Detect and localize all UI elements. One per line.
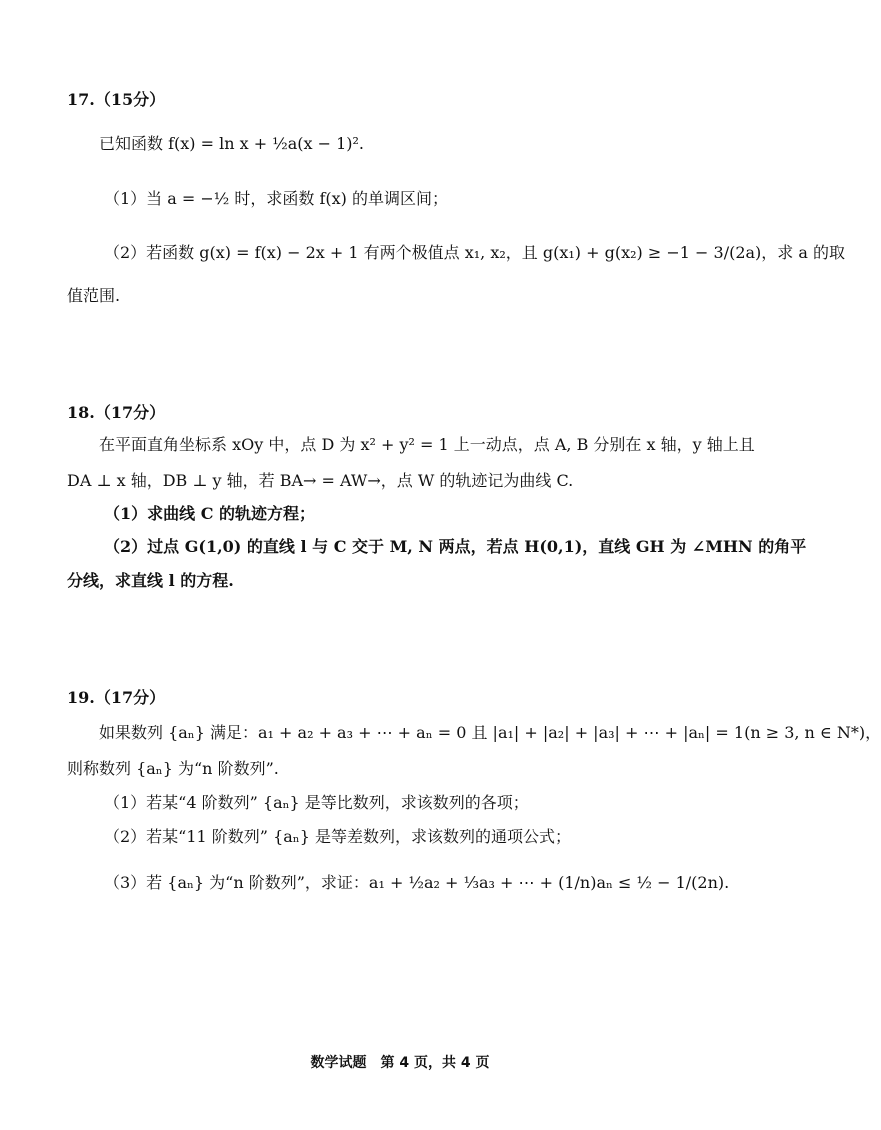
problem-18-stem-line-1: 在平面直角坐标系 xOy 中，点 D 为 x² + y² = 1 上一动点，点 A, B 分别在 x 轴，y 轴上且 xyxy=(99,435,755,454)
problem-18-stem-line-2: DA ⊥ x 轴，DB ⊥ y 轴，若 BA→ = AW→，点 W 的轨迹记为曲线 C. xyxy=(67,471,574,490)
problem-17-stem: 已知函数 f(x) = ln x + ½a(x − 1)². xyxy=(99,134,365,153)
problem-19-stem-line-1: 如果数列 {aₙ} 满足：a₁ + a₂ + a₃ + ⋯ + aₙ = 0 且 |a₁| + |a₂| + |a₃| + ⋯ + |aₙ| = 1(n ≥ 3, n ∈ N*)， xyxy=(99,723,881,742)
page-footer: 数学试题 第 4 页，共 4 页 xyxy=(310,1055,490,1071)
problem-17-part-2: （2）若函数 g(x) = f(x) − 2x + 1 有两个极值点 x₁, x₂，且 g(x₁) + g(x₂) ≥ −1 − 3/(2a)，求 a 的取 xyxy=(104,243,846,262)
problem-18-header: 18.（17分） xyxy=(67,403,166,422)
problem-19-stem-line-2: 则称数列 {aₙ} 为“n 阶数列”. xyxy=(67,759,279,778)
problem-19-part-2: （2）若某“11 阶数列” {aₙ} 是等差数列，求该数列的通项公式； xyxy=(104,827,571,846)
problem-19-part-1: （1）若某“4 阶数列” {aₙ} 是等比数列，求该数列的各项； xyxy=(104,793,529,812)
problem-17-part-2-continued: 值范围. xyxy=(67,286,121,305)
problem-18-part-2: （2）过点 G(1,0) 的直线 l 与 C 交于 M, N 两点，若点 H(0,1)，直线 GH 为 ∠MHN 的角平 xyxy=(104,537,807,556)
problem-19-part-3: （3）若 {aₙ} 为“n 阶数列”，求证：a₁ + ½a₂ + ⅓a₃ + ⋯ + (1/n)aₙ ≤ ½ − 1/(2n). xyxy=(104,873,730,892)
problem-17-part-1: （1）当 a = −½ 时，求函数 f(x) 的单调区间； xyxy=(104,189,448,208)
problem-18-part-1: （1）求曲线 C 的轨迹方程； xyxy=(104,504,316,523)
problem-18-part-2-continued: 分线，求直线 l 的方程. xyxy=(67,571,234,590)
problem-19-header: 19.（17分） xyxy=(67,688,166,707)
problem-17-header: 17.（15分） xyxy=(67,90,166,109)
